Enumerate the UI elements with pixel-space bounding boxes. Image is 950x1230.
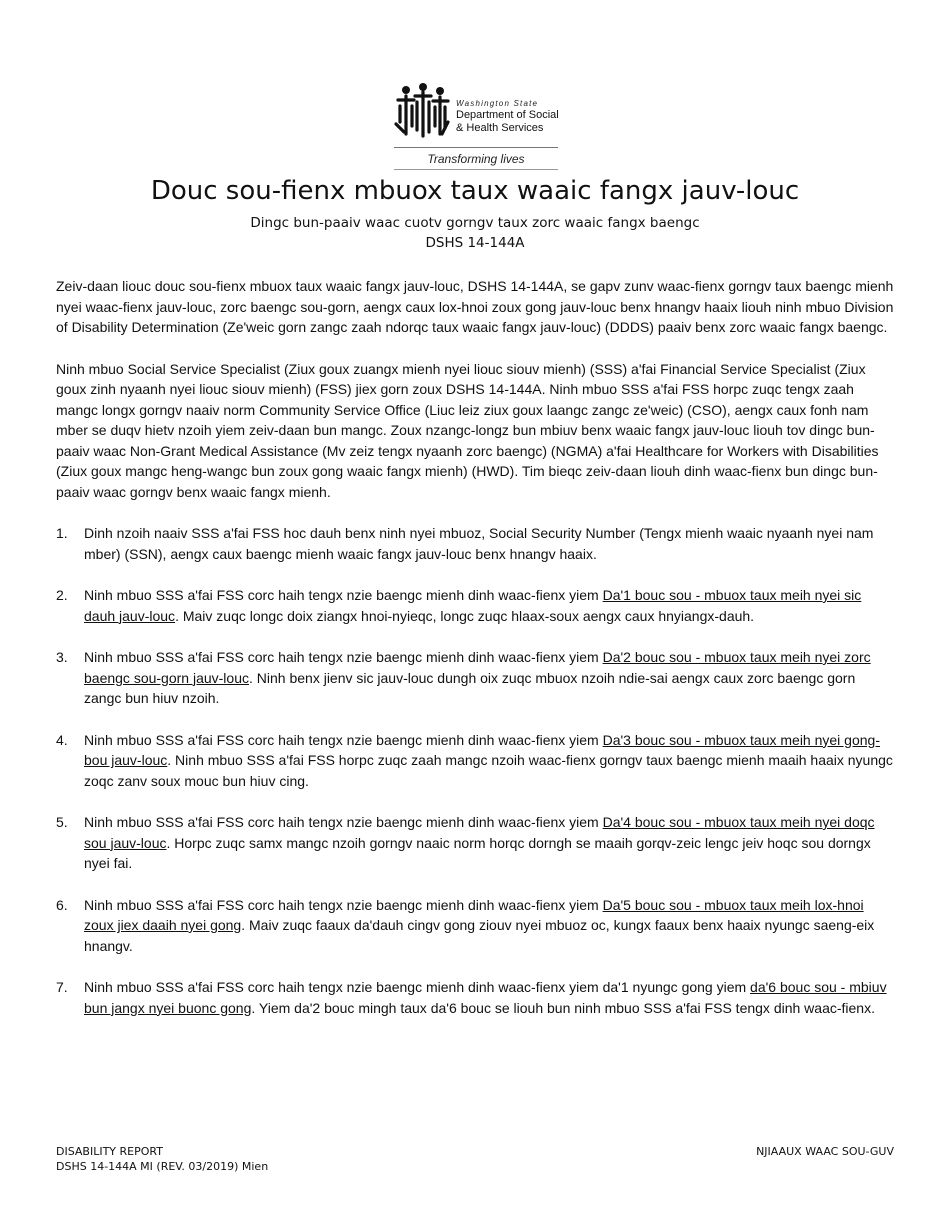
- list-text: Ninh mbuo SSS a'fai FSS corc haih tengx nzie baengc mienh dinh waac-fienx yiem: [84, 649, 603, 665]
- list-number: 1.: [56, 525, 68, 541]
- logo-divider: [394, 147, 558, 148]
- section-link[interactable]: Da'2 bouc sou - mbuox taux meih nyei zorc baengc sou-gorn jauv-louc: [84, 649, 871, 686]
- list-number: 5.: [56, 814, 68, 830]
- list-text: . Yiem da'2 bouc mingh taux da'6 bouc se liouh bun ninh mbuo SSS a'fai FSS tengx dinh waac-fienx.: [251, 999, 875, 1016]
- document-subtitle: Dingc bun-paaiv waac cuotv gorngv taux zorc waaic fangx baengc: [250, 215, 700, 231]
- list-text: Ninh mbuo SSS a'fai FSS corc haih tengx nzie baengc mienh dinh waac-fienx yiem: [84, 587, 603, 603]
- list-text: . Maiv zuqc longc doix ziangx hnoi-nyieqc, longc zuqc hlaax-soux aengx caux hnyiangx-dauh.: [175, 607, 755, 624]
- document-title: Douc sou-fienx mbuox taux waaic fangx jauv-louc: [150, 176, 800, 206]
- dshs-logo: [394, 82, 560, 172]
- list-item: [56, 895, 896, 957]
- list-number: 3.: [56, 649, 68, 665]
- intro-paragraph: Zeiv-daan liouc douc sou-fienx mbuox taux waaic fangx jauv-louc, DSHS 14-144A, se gapv zunv waac-fienx gorngv taux baengc mienh nyei waac-fienx jauv-louc, zorc baengc sou-gorn, aengx caux lox-hnoi zoux gong jauv-louc benx hnangv haaix liouh ninh mbuo Division of Disability Determination (Ze'weic gorn zangc zaah ndorqc taux waaic fangx jauv-louc) (DDDS) paaiv benx zorc waaic fangx baengc.: [56, 278, 894, 335]
- logo-state-text: Washington State: [456, 99, 539, 108]
- list-number: 6.: [56, 896, 68, 913]
- section-link[interactable]: Da'4 bouc sou - mbuox taux meih nyei doqc sou jauv-louc: [84, 814, 875, 851]
- list-text: Ninh mbuo SSS a'fai FSS corc haih tengx nzie baengc mienh dinh waac-fienx yiem: [84, 814, 603, 830]
- list-number: 7.: [56, 979, 68, 995]
- list-text: . Ninh benx jienv sic jauv-louc dungh oix zuqc mbuox nzoih ndie-sai aengx caux zorc baengc gorn zangc bun hiuv nzoih.: [84, 669, 856, 706]
- list-item: [56, 730, 896, 792]
- list-text: . Horpc zuqc samx mangc nzoih gorngv naaic norm horqc dorngh se maaih gorqv-zeic lengc jeiv hoqc sou dorngx nyei fai.: [84, 834, 871, 871]
- section-link[interactable]: Da'1 bouc sou - mbuox taux meih nyei sic dauh jauv-louc: [84, 587, 862, 624]
- intro-paragraph: Ninh mbuo Social Service Specialist (Ziux goux zuangx mienh nyei liouc siouv mienh) (SSS) a'fai Financial Service Specialist (Ziux goux zinh nyaanh nyei liouc siouv mienh) (FSS) jiex gorn zoux DSHS 14-144A. Ninh mbuo SSS a'fai FSS horpc zuqc tengx zaah mangc longx gorngv naaiv norm Community Service Office (Liuc leiz ziux goux laangc zangc ze'weic) (CSO), aengx caux fonh nam mber se duqv hietv nzoih yiem zeiv-daan bun mangc. Zoux nzangc-longz bun mbiuv benx waaic fangx jauv-louc liouh tov dingc bun-paaiv waac Non-Grant Medical Assistance (Mv zeiz tengx nyaanh zorc baengc) (NGMA) a'fai Healthcare for Workers with Disabilities (Ziux goux mangc heng-wangc bun zoux gong waaic fangx mienh) (HWD). Tim bieqc zeiv-daan liouh dinh waac-fienx bun dingc bun-paaiv waac gorngv benx waaic fangx mienh.: [56, 360, 879, 500]
- list-item: [56, 977, 896, 1018]
- footer-language: NJIAAUX WAAC SOU-GUV: [756, 1145, 894, 1158]
- form-number: DSHS 14-144A: [425, 235, 525, 251]
- footer-form-code: DSHS 14-144A MI (REV. 03/2019) Mien: [56, 1160, 269, 1173]
- list-text: Ninh mbuo SSS a'fai FSS corc haih tengx nzie baengc mienh dinh waac-fienx yiem: [84, 896, 603, 913]
- footer-label: DISABILITY REPORT: [56, 1145, 163, 1158]
- family-figures-icon: [394, 82, 452, 142]
- list-text: Dinh nzoih naaiv SSS a'fai FSS hoc dauh benx ninh nyei mbuoz, Social Security Number (Tengx mienh waaic nyaanh nyei nam mber) (SSN), aengx caux baengc mienh waaic fangx jauv-louc benx hnangv haaix.: [84, 525, 874, 562]
- list-item: [56, 523, 896, 564]
- list-item: [56, 812, 896, 874]
- logo-department-text: Department of Social & Health Services: [456, 109, 559, 134]
- logo-tagline: Transforming lives: [427, 152, 525, 166]
- list-number: 4.: [56, 731, 68, 748]
- list-text: . Maiv zuqc faaux da'dauh cingv gong ziouv nyei mbuoz oc, kungx faaux benx haaix nyungc saeng-eix hnangv.: [84, 917, 875, 954]
- section-link[interactable]: da'6 bouc sou - mbiuv bun jangx nyei buonc gong: [84, 979, 887, 1016]
- list-item: [56, 585, 896, 626]
- list-text: Ninh mbuo SSS a'fai FSS corc haih tengx nzie baengc mienh dinh waac-fienx yiem: [84, 731, 603, 748]
- instruction-list: [56, 523, 896, 1018]
- section-link[interactable]: Da'3 bouc sou - mbuox taux meih nyei gong-bou jauv-louc: [84, 731, 880, 768]
- document-body: [56, 276, 896, 1039]
- list-item: [56, 647, 896, 709]
- list-number: 2.: [56, 587, 68, 603]
- list-text: . Ninh mbuo SSS a'fai FSS horpc zuqc zaah mangc nzoih waac-fienx gorngv taux baengc mienh maaih haaix nyungc zoqc zanv soux mouc bun hiuv cing.: [84, 752, 893, 789]
- footer-form-info: [56, 1144, 268, 1174]
- logo-divider-bottom: [394, 169, 558, 170]
- list-text: Ninh mbuo SSS a'fai FSS corc haih tengx nzie baengc mienh dinh waac-fienx yiem da'1 nyungc gong yiem: [84, 979, 751, 995]
- section-link[interactable]: Da'5 bouc sou - mbuox taux meih lox-hnoi zoux jiex daaih nyei gong: [84, 896, 864, 933]
